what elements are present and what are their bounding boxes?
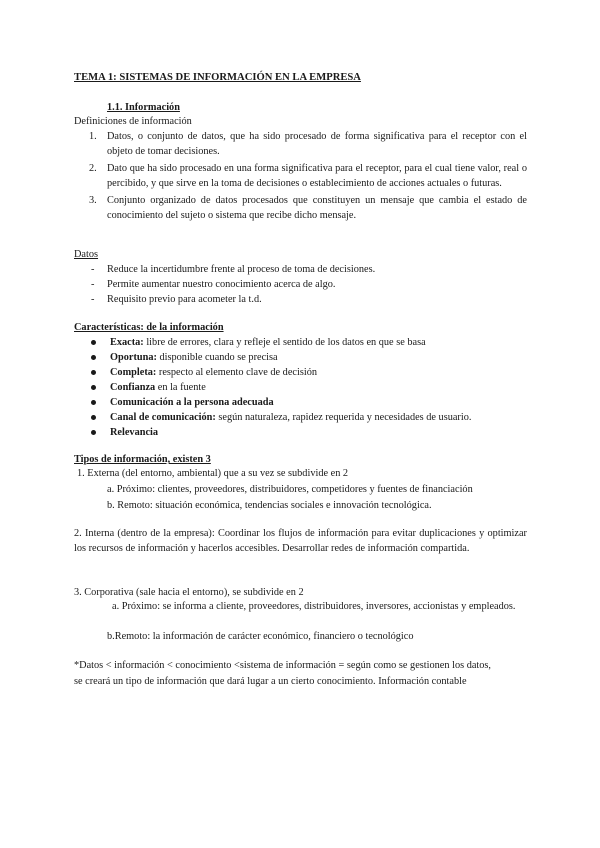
tipos-heading: Tipos de información, existen 3 <box>74 454 211 465</box>
list-item: 2. Dato que ha sido procesado en una forma significativa para el receptor, para el cual tiene valor, real o percibido, y que sirve en la toma de decisiones o establecimiento de acciones actuales o futuras. <box>89 163 527 189</box>
caracteristicas-heading: Características: de la información <box>74 322 224 333</box>
bullet-icon <box>91 370 96 375</box>
footnote-line-1: *Datos < información < conocimiento <sistema de información = según como se gestionen los datos, <box>74 660 491 671</box>
tipo-externa-proximo: a. Próximo: clientes, proveedores, distribuidores, competidores y fuentes de financiación <box>107 484 473 495</box>
list-item: - Requisito previo para acometer la t.d. <box>91 294 262 305</box>
list-item: Exacta: libre de errores, clara y refleje el sentido de los datos en que se basa <box>74 336 527 351</box>
tipo-externa: 1. Externa (del entorno, ambiental) que a su vez se subdivide en 2 <box>77 468 349 479</box>
bullet-icon <box>91 415 96 420</box>
list-item: Confianza en la fuente <box>74 381 527 396</box>
caracteristicas-list <box>74 336 527 441</box>
list-item: Completa: respecto al elemento clave de decisión <box>74 366 527 381</box>
bullet-icon <box>91 400 96 405</box>
tipo-interna: 2. Interna (dentro de la empresa): Coordinar los flujos de información para evitar duplicaciones y optimizar los recursos de información y hacerlos accesibles. Desarrollar redes de información compartida. <box>74 528 527 554</box>
list-item: - Reduce la incertidumbre frente al proceso de toma de decisiones. <box>91 264 376 275</box>
list-item: Canal de comunicación: según naturaleza, rapidez requerida y necesidades de usuario. <box>74 411 527 426</box>
bullet-icon <box>91 340 96 345</box>
list-item: Relevancia <box>74 426 527 441</box>
list-item: - Permite aumentar nuestro conocimiento acerca de algo. <box>91 279 336 290</box>
tipo-corporativa-proximo: a. Próximo: se informa a cliente, proveedores, distribuidores, inversores, accionistas y empleados. <box>112 601 516 612</box>
list-item: 3. Conjunto organizado de datos procesados que constituyen un mensaje que cambia el estado de conocimiento del sujeto o sistema que recibe dicho mensaje. <box>89 195 527 221</box>
definitions-label: Definiciones de información <box>74 116 192 127</box>
footnote-line-2: se creará un tipo de información que dará lugar a un cierto conocimiento. Información contable <box>74 676 467 687</box>
section-heading: 1.1. Información <box>107 102 180 113</box>
definitions-list <box>74 130 527 226</box>
bullet-icon <box>91 385 96 390</box>
datos-label: Datos <box>74 249 99 260</box>
bullet-icon <box>91 430 96 435</box>
tipo-corporativa: 3. Corporativa (sale hacia el entorno), se subdivide en 2 <box>74 587 304 598</box>
bullet-icon <box>91 355 96 360</box>
datos-list <box>74 263 527 308</box>
page-title: TEMA 1: SISTEMAS DE INFORMACIÓN EN LA EMPRESA <box>74 72 361 83</box>
list-item: Oportuna: disponible cuando se precisa <box>74 351 527 366</box>
list-item: 1. Datos, o conjunto de datos, que ha sido procesado de forma significativa para el receptor con el objeto de tomar decisiones. <box>89 131 527 157</box>
list-item: Comunicación a la persona adecuada <box>74 396 527 411</box>
tipo-corporativa-remoto: b.Remoto: la información de carácter económico, financiero o tecnológico <box>107 631 414 642</box>
tipo-externa-remoto: b. Remoto: situación económica, tendencias sociales e innovación tecnológica. <box>107 500 432 511</box>
